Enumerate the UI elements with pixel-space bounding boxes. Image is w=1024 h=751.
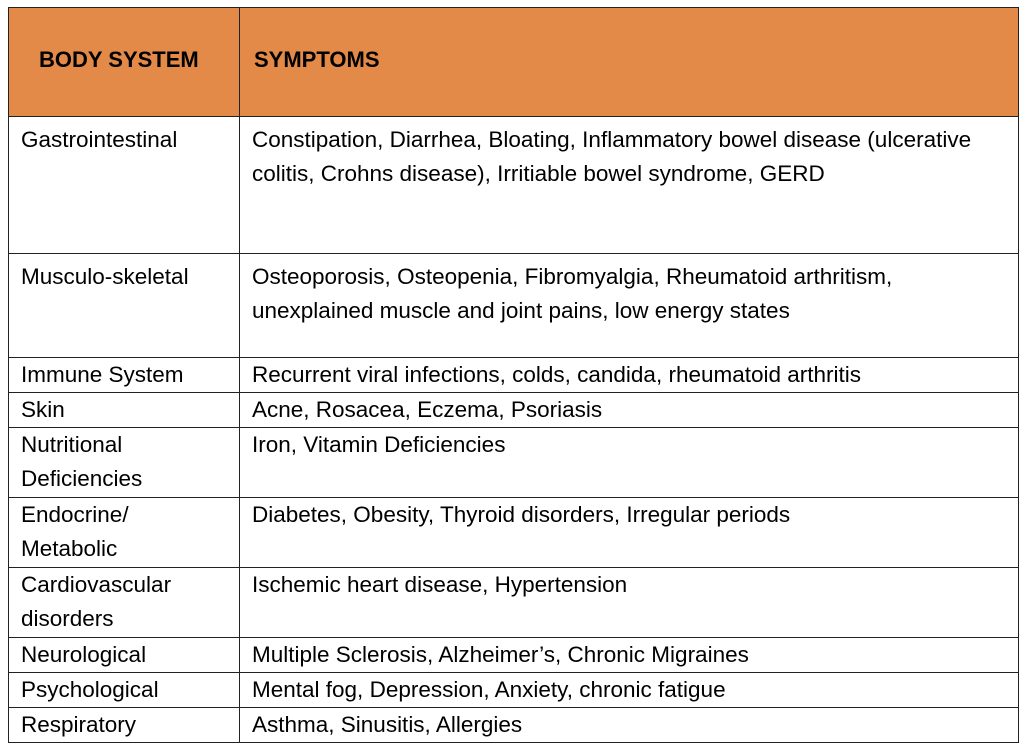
body-system-cell: Cardiovascular disorders <box>9 568 240 638</box>
symptoms-cell: Acne, Rosacea, Eczema, Psoriasis <box>240 393 1019 428</box>
table-row <box>9 673 1019 708</box>
symptoms-cell: Osteoporosis, Osteopenia, Fibromyalgia, Rheumatoid arthritism, unexplained muscle and joint pains, low energy states <box>240 254 1019 358</box>
table-row <box>9 254 1019 358</box>
table-row <box>9 708 1019 743</box>
table-header-row <box>9 8 1019 117</box>
symptoms-cell: Ischemic heart disease, Hypertension <box>240 568 1019 638</box>
symptoms-table-container <box>8 7 1018 743</box>
body-system-cell: Respiratory <box>9 708 240 743</box>
table-row <box>9 498 1019 568</box>
symptoms-table <box>8 7 1019 743</box>
table-row <box>9 117 1019 254</box>
header-symptoms: SYMPTOMS <box>240 8 1019 117</box>
table-row <box>9 638 1019 673</box>
table-row <box>9 393 1019 428</box>
symptoms-cell: Mental fog, Depression, Anxiety, chronic fatigue <box>240 673 1019 708</box>
body-system-cell: Endocrine/ Metabolic <box>9 498 240 568</box>
body-system-cell: Neurological <box>9 638 240 673</box>
symptoms-cell: Multiple Sclerosis, Alzheimer’s, Chronic Migraines <box>240 638 1019 673</box>
table-row <box>9 568 1019 638</box>
symptoms-cell: Constipation, Diarrhea, Bloating, Inflammatory bowel disease (ulcerative colitis, Crohns disease), Irritiable bowel syndrome, GERD <box>240 117 1019 254</box>
body-system-cell: Nutritional Deficiencies <box>9 428 240 498</box>
body-system-cell: Musculo-skeletal <box>9 254 240 358</box>
symptoms-cell: Diabetes, Obesity, Thyroid disorders, Irregular periods <box>240 498 1019 568</box>
body-system-cell: Immune System <box>9 358 240 393</box>
body-system-cell: Gastrointestinal <box>9 117 240 254</box>
header-body-system: BODY SYSTEM <box>9 8 240 117</box>
table-row <box>9 428 1019 498</box>
symptoms-cell: Recurrent viral infections, colds, candida, rheumatoid arthritis <box>240 358 1019 393</box>
body-system-cell: Psychological <box>9 673 240 708</box>
table-row <box>9 358 1019 393</box>
symptoms-cell: Iron, Vitamin Deficiencies <box>240 428 1019 498</box>
body-system-cell: Skin <box>9 393 240 428</box>
symptoms-cell: Asthma, Sinusitis, Allergies <box>240 708 1019 743</box>
